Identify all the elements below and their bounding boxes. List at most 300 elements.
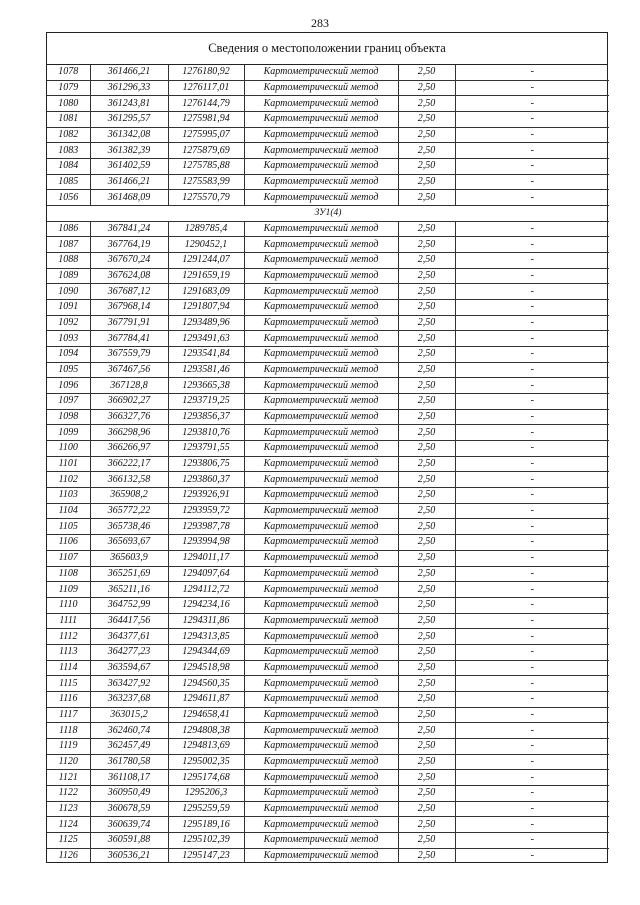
point-number-cell: 1111 <box>47 613 90 629</box>
precision-cell: 2,50 <box>398 300 455 316</box>
table-row <box>47 284 609 300</box>
description-cell: - <box>455 801 609 817</box>
table-row <box>47 801 609 817</box>
table-row <box>47 394 609 410</box>
point-number-cell: 1107 <box>47 550 90 566</box>
x-coordinate-cell: 364417,56 <box>90 613 168 629</box>
description-cell: - <box>455 660 609 676</box>
description-cell: - <box>455 300 609 316</box>
point-number-cell: 1081 <box>47 112 90 128</box>
x-coordinate-cell: 366222,17 <box>90 456 168 472</box>
x-coordinate-cell: 365603,9 <box>90 550 168 566</box>
method-cell: Картометрический метод <box>244 80 398 96</box>
description-cell: - <box>455 472 609 488</box>
point-number-cell: 1117 <box>47 707 90 723</box>
point-number-cell: 1093 <box>47 331 90 347</box>
precision-cell: 2,50 <box>398 707 455 723</box>
precision-cell: 2,50 <box>398 425 455 441</box>
description-cell: - <box>455 456 609 472</box>
x-coordinate-cell: 365211,16 <box>90 582 168 598</box>
method-cell: Картометрический метод <box>244 190 398 206</box>
y-coordinate-cell: 1293791,55 <box>168 441 244 457</box>
y-coordinate-cell: 1295147,23 <box>168 848 244 863</box>
method-cell: Картометрический метод <box>244 676 398 692</box>
x-coordinate-cell: 365693,67 <box>90 535 168 551</box>
description-cell: - <box>455 848 609 863</box>
precision-cell: 2,50 <box>398 362 455 378</box>
table-row <box>47 550 609 566</box>
table-row <box>47 331 609 347</box>
point-number-cell: 1084 <box>47 159 90 175</box>
section-row <box>47 206 609 222</box>
description-cell: - <box>455 817 609 833</box>
description-cell: - <box>455 65 609 80</box>
point-number-cell: 1103 <box>47 488 90 504</box>
point-number-cell: 1080 <box>47 96 90 112</box>
method-cell: Картометрический метод <box>244 707 398 723</box>
y-coordinate-cell: 1294112,72 <box>168 582 244 598</box>
x-coordinate-cell: 367841,24 <box>90 221 168 237</box>
y-coordinate-cell: 1291659,19 <box>168 268 244 284</box>
precision-cell: 2,50 <box>398 613 455 629</box>
method-cell: Картометрический метод <box>244 425 398 441</box>
x-coordinate-cell: 366327,76 <box>90 409 168 425</box>
boundary-table <box>46 32 608 863</box>
page-number: 283 <box>311 16 329 30</box>
table-row <box>47 597 609 613</box>
table-row <box>47 127 609 143</box>
x-coordinate-cell: 365738,46 <box>90 519 168 535</box>
x-coordinate-cell: 362460,74 <box>90 723 168 739</box>
precision-cell: 2,50 <box>398 456 455 472</box>
precision-cell: 2,50 <box>398 644 455 660</box>
description-cell: - <box>455 582 609 598</box>
x-coordinate-cell: 361468,09 <box>90 190 168 206</box>
point-number-cell: 1078 <box>47 65 90 80</box>
method-cell: Картометрический метод <box>244 723 398 739</box>
description-cell: - <box>455 315 609 331</box>
table-row <box>47 785 609 801</box>
y-coordinate-cell: 1294560,35 <box>168 676 244 692</box>
point-number-cell: 1096 <box>47 378 90 394</box>
method-cell: Картометрический метод <box>244 221 398 237</box>
precision-cell: 2,50 <box>398 770 455 786</box>
precision-cell: 2,50 <box>398 785 455 801</box>
precision-cell: 2,50 <box>398 315 455 331</box>
description-cell: - <box>455 519 609 535</box>
precision-cell: 2,50 <box>398 519 455 535</box>
table-row <box>47 112 609 128</box>
method-cell: Картометрический метод <box>244 785 398 801</box>
y-coordinate-cell: 1294658,41 <box>168 707 244 723</box>
precision-cell: 2,50 <box>398 394 455 410</box>
section-title: ЗУ1(4) <box>47 206 609 222</box>
y-coordinate-cell: 1293719,25 <box>168 394 244 410</box>
y-coordinate-cell: 1293806,75 <box>168 456 244 472</box>
y-coordinate-cell: 1290452,1 <box>168 237 244 253</box>
y-coordinate-cell: 1291807,94 <box>168 300 244 316</box>
method-cell: Картометрический метод <box>244 817 398 833</box>
description-cell: - <box>455 221 609 237</box>
method-cell: Картометрический метод <box>244 315 398 331</box>
x-coordinate-cell: 366132,58 <box>90 472 168 488</box>
point-number-cell: 1100 <box>47 441 90 457</box>
x-coordinate-cell: 361243,81 <box>90 96 168 112</box>
method-cell: Картометрический метод <box>244 691 398 707</box>
description-cell: - <box>455 190 609 206</box>
point-number-cell: 1119 <box>47 738 90 754</box>
table-row <box>47 613 609 629</box>
point-number-cell: 1101 <box>47 456 90 472</box>
table-row <box>47 535 609 551</box>
method-cell: Картометрический метод <box>244 550 398 566</box>
method-cell: Картометрический метод <box>244 268 398 284</box>
description-cell: - <box>455 362 609 378</box>
x-coordinate-cell: 361296,33 <box>90 80 168 96</box>
table-row <box>47 315 609 331</box>
description-cell: - <box>455 566 609 582</box>
precision-cell: 2,50 <box>398 378 455 394</box>
method-cell: Картометрический метод <box>244 127 398 143</box>
table-row <box>47 456 609 472</box>
precision-cell: 2,50 <box>398 472 455 488</box>
method-cell: Картометрический метод <box>244 253 398 269</box>
y-coordinate-cell: 1294813,69 <box>168 738 244 754</box>
table-row <box>47 832 609 848</box>
y-coordinate-cell: 1294097,64 <box>168 566 244 582</box>
table-row <box>47 347 609 363</box>
y-coordinate-cell: 1293489,96 <box>168 315 244 331</box>
x-coordinate-cell: 363427,92 <box>90 676 168 692</box>
method-cell: Картометрический метод <box>244 362 398 378</box>
table-row <box>47 237 609 253</box>
method-cell: Картометрический метод <box>244 801 398 817</box>
point-number-cell: 1113 <box>47 644 90 660</box>
description-cell: - <box>455 174 609 190</box>
x-coordinate-cell: 367670,24 <box>90 253 168 269</box>
x-coordinate-cell: 367764,19 <box>90 237 168 253</box>
method-cell: Картометрический метод <box>244 441 398 457</box>
description-cell: - <box>455 143 609 159</box>
y-coordinate-cell: 1293860,37 <box>168 472 244 488</box>
point-number-cell: 1090 <box>47 284 90 300</box>
point-number-cell: 1095 <box>47 362 90 378</box>
x-coordinate-cell: 363015,2 <box>90 707 168 723</box>
method-cell: Картометрический метод <box>244 409 398 425</box>
x-coordinate-cell: 367128,8 <box>90 378 168 394</box>
y-coordinate-cell: 1293810,76 <box>168 425 244 441</box>
precision-cell: 2,50 <box>398 832 455 848</box>
precision-cell: 2,50 <box>398 738 455 754</box>
precision-cell: 2,50 <box>398 597 455 613</box>
table-row <box>47 159 609 175</box>
y-coordinate-cell: 1275981,94 <box>168 112 244 128</box>
coordinates-table <box>47 65 609 863</box>
table-row <box>47 770 609 786</box>
x-coordinate-cell: 362457,49 <box>90 738 168 754</box>
point-number-cell: 1106 <box>47 535 90 551</box>
y-coordinate-cell: 1276117,01 <box>168 80 244 96</box>
table-row <box>47 409 609 425</box>
precision-cell: 2,50 <box>398 723 455 739</box>
y-coordinate-cell: 1275583,99 <box>168 174 244 190</box>
x-coordinate-cell: 367687,12 <box>90 284 168 300</box>
x-coordinate-cell: 361342,08 <box>90 127 168 143</box>
precision-cell: 2,50 <box>398 127 455 143</box>
method-cell: Картометрический метод <box>244 582 398 598</box>
table-row <box>47 519 609 535</box>
y-coordinate-cell: 1294518,98 <box>168 660 244 676</box>
point-number-cell: 1097 <box>47 394 90 410</box>
precision-cell: 2,50 <box>398 566 455 582</box>
description-cell: - <box>455 284 609 300</box>
description-cell: - <box>455 550 609 566</box>
method-cell: Картометрический метод <box>244 535 398 551</box>
point-number-cell: 1124 <box>47 817 90 833</box>
x-coordinate-cell: 364277,23 <box>90 644 168 660</box>
table-row <box>47 65 609 80</box>
precision-cell: 2,50 <box>398 660 455 676</box>
method-cell: Картометрический метод <box>244 566 398 582</box>
method-cell: Картометрический метод <box>244 738 398 754</box>
point-number-cell: 1098 <box>47 409 90 425</box>
x-coordinate-cell: 361382,39 <box>90 143 168 159</box>
y-coordinate-cell: 1293959,72 <box>168 503 244 519</box>
point-number-cell: 1091 <box>47 300 90 316</box>
table-row <box>47 378 609 394</box>
y-coordinate-cell: 1293665,38 <box>168 378 244 394</box>
description-cell: - <box>455 488 609 504</box>
precision-cell: 2,50 <box>398 143 455 159</box>
point-number-cell: 1115 <box>47 676 90 692</box>
y-coordinate-cell: 1295174,68 <box>168 770 244 786</box>
x-coordinate-cell: 361402,59 <box>90 159 168 175</box>
y-coordinate-cell: 1289785,4 <box>168 221 244 237</box>
y-coordinate-cell: 1275785,88 <box>168 159 244 175</box>
point-number-cell: 1122 <box>47 785 90 801</box>
x-coordinate-cell: 365772,22 <box>90 503 168 519</box>
table-row <box>47 582 609 598</box>
precision-cell: 2,50 <box>398 112 455 128</box>
description-cell: - <box>455 707 609 723</box>
y-coordinate-cell: 1276144,79 <box>168 96 244 112</box>
y-coordinate-cell: 1294808,38 <box>168 723 244 739</box>
table-row <box>47 644 609 660</box>
y-coordinate-cell: 1275995,07 <box>168 127 244 143</box>
y-coordinate-cell: 1291683,09 <box>168 284 244 300</box>
table-row <box>47 221 609 237</box>
x-coordinate-cell: 360950,49 <box>90 785 168 801</box>
point-number-cell: 1120 <box>47 754 90 770</box>
x-coordinate-cell: 364377,61 <box>90 629 168 645</box>
method-cell: Картометрический метод <box>244 65 398 80</box>
description-cell: - <box>455 409 609 425</box>
x-coordinate-cell: 365251,69 <box>90 566 168 582</box>
description-cell: - <box>455 535 609 551</box>
x-coordinate-cell: 367784,41 <box>90 331 168 347</box>
description-cell: - <box>455 127 609 143</box>
point-number-cell: 1086 <box>47 221 90 237</box>
method-cell: Картометрический метод <box>244 770 398 786</box>
y-coordinate-cell: 1295206,3 <box>168 785 244 801</box>
method-cell: Картометрический метод <box>244 331 398 347</box>
point-number-cell: 1118 <box>47 723 90 739</box>
point-number-cell: 1088 <box>47 253 90 269</box>
description-cell: - <box>455 159 609 175</box>
precision-cell: 2,50 <box>398 754 455 770</box>
table-row <box>47 691 609 707</box>
x-coordinate-cell: 367791,91 <box>90 315 168 331</box>
point-number-cell: 1125 <box>47 832 90 848</box>
table-row <box>47 676 609 692</box>
precision-cell: 2,50 <box>398 409 455 425</box>
precision-cell: 2,50 <box>398 550 455 566</box>
method-cell: Картометрический метод <box>244 174 398 190</box>
method-cell: Картометрический метод <box>244 597 398 613</box>
table-row <box>47 629 609 645</box>
x-coordinate-cell: 364752,99 <box>90 597 168 613</box>
table-body <box>47 65 609 863</box>
x-coordinate-cell: 363594,67 <box>90 660 168 676</box>
x-coordinate-cell: 361295,57 <box>90 112 168 128</box>
table-row <box>47 143 609 159</box>
method-cell: Картометрический метод <box>244 488 398 504</box>
method-cell: Картометрический метод <box>244 754 398 770</box>
y-coordinate-cell: 1294611,87 <box>168 691 244 707</box>
precision-cell: 2,50 <box>398 237 455 253</box>
method-cell: Картометрический метод <box>244 456 398 472</box>
x-coordinate-cell: 360678,59 <box>90 801 168 817</box>
description-cell: - <box>455 644 609 660</box>
description-cell: - <box>455 738 609 754</box>
precision-cell: 2,50 <box>398 503 455 519</box>
table-row <box>47 253 609 269</box>
table-row <box>47 425 609 441</box>
method-cell: Картометрический метод <box>244 159 398 175</box>
y-coordinate-cell: 1293541,84 <box>168 347 244 363</box>
point-number-cell: 1085 <box>47 174 90 190</box>
precision-cell: 2,50 <box>398 80 455 96</box>
precision-cell: 2,50 <box>398 159 455 175</box>
method-cell: Картометрический метод <box>244 394 398 410</box>
description-cell: - <box>455 785 609 801</box>
table-row <box>47 441 609 457</box>
point-number-cell: 1082 <box>47 127 90 143</box>
point-number-cell: 1116 <box>47 691 90 707</box>
table-row <box>47 96 609 112</box>
precision-cell: 2,50 <box>398 253 455 269</box>
table-row <box>47 660 609 676</box>
description-cell: - <box>455 770 609 786</box>
description-cell: - <box>455 331 609 347</box>
precision-cell: 2,50 <box>398 535 455 551</box>
point-number-cell: 1079 <box>47 80 90 96</box>
description-cell: - <box>455 112 609 128</box>
description-cell: - <box>455 394 609 410</box>
description-cell: - <box>455 832 609 848</box>
y-coordinate-cell: 1275570,79 <box>168 190 244 206</box>
method-cell: Картометрический метод <box>244 347 398 363</box>
x-coordinate-cell: 366902,27 <box>90 394 168 410</box>
x-coordinate-cell: 361108,17 <box>90 770 168 786</box>
table-row <box>47 848 609 863</box>
method-cell: Картометрический метод <box>244 629 398 645</box>
method-cell: Картометрический метод <box>244 300 398 316</box>
description-cell: - <box>455 503 609 519</box>
precision-cell: 2,50 <box>398 629 455 645</box>
precision-cell: 2,50 <box>398 676 455 692</box>
x-coordinate-cell: 363237,68 <box>90 691 168 707</box>
description-cell: - <box>455 347 609 363</box>
table-row <box>47 503 609 519</box>
x-coordinate-cell: 366298,96 <box>90 425 168 441</box>
method-cell: Картометрический метод <box>244 237 398 253</box>
description-cell: - <box>455 676 609 692</box>
precision-cell: 2,50 <box>398 221 455 237</box>
point-number-cell: 1109 <box>47 582 90 598</box>
table-row <box>47 472 609 488</box>
x-coordinate-cell: 367467,56 <box>90 362 168 378</box>
precision-cell: 2,50 <box>398 284 455 300</box>
point-number-cell: 1105 <box>47 519 90 535</box>
precision-cell: 2,50 <box>398 174 455 190</box>
point-number-cell: 1094 <box>47 347 90 363</box>
point-number-cell: 1104 <box>47 503 90 519</box>
point-number-cell: 1110 <box>47 597 90 613</box>
table-row <box>47 738 609 754</box>
method-cell: Картометрический метод <box>244 613 398 629</box>
description-cell: - <box>455 237 609 253</box>
y-coordinate-cell: 1293987,78 <box>168 519 244 535</box>
method-cell: Картометрический метод <box>244 472 398 488</box>
description-cell: - <box>455 754 609 770</box>
point-number-cell: 1108 <box>47 566 90 582</box>
method-cell: Картометрический метод <box>244 143 398 159</box>
precision-cell: 2,50 <box>398 848 455 863</box>
description-cell: - <box>455 80 609 96</box>
y-coordinate-cell: 1295189,16 <box>168 817 244 833</box>
y-coordinate-cell: 1294011,17 <box>168 550 244 566</box>
point-number-cell: 1123 <box>47 801 90 817</box>
method-cell: Картометрический метод <box>244 848 398 863</box>
description-cell: - <box>455 268 609 284</box>
table-row <box>47 754 609 770</box>
y-coordinate-cell: 1293856,37 <box>168 409 244 425</box>
x-coordinate-cell: 366266,97 <box>90 441 168 457</box>
method-cell: Картометрический метод <box>244 644 398 660</box>
y-coordinate-cell: 1294311,86 <box>168 613 244 629</box>
x-coordinate-cell: 367968,14 <box>90 300 168 316</box>
description-cell: - <box>455 613 609 629</box>
table-row <box>47 817 609 833</box>
description-cell: - <box>455 441 609 457</box>
table-row <box>47 488 609 504</box>
point-number-cell: 1089 <box>47 268 90 284</box>
precision-cell: 2,50 <box>398 488 455 504</box>
y-coordinate-cell: 1293994,98 <box>168 535 244 551</box>
description-cell: - <box>455 629 609 645</box>
precision-cell: 2,50 <box>398 817 455 833</box>
x-coordinate-cell: 361466,21 <box>90 174 168 190</box>
precision-cell: 2,50 <box>398 331 455 347</box>
x-coordinate-cell: 367559,79 <box>90 347 168 363</box>
table-row <box>47 566 609 582</box>
y-coordinate-cell: 1295102,39 <box>168 832 244 848</box>
x-coordinate-cell: 361466,21 <box>90 65 168 80</box>
description-cell: - <box>455 425 609 441</box>
method-cell: Картометрический метод <box>244 96 398 112</box>
table-caption: Сведения о местоположении границ объекта <box>47 33 607 65</box>
